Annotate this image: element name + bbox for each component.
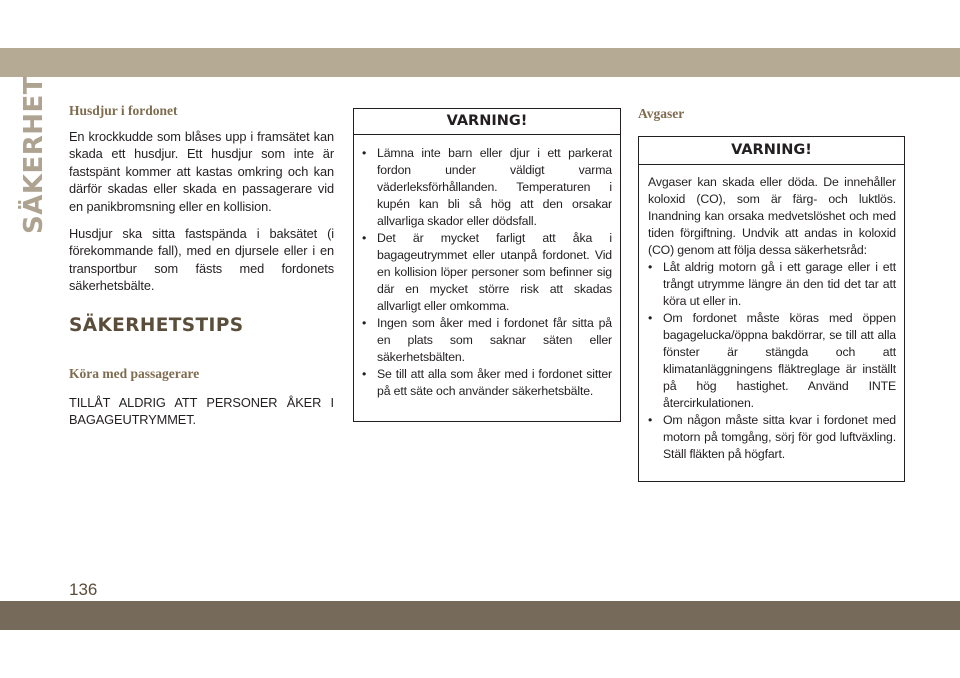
warning-intro: Avgaser kan skada eller döda. De innehåller koloxid (CO), som är färg- och luktlös. Inandning kan orsaka medvetslöshet och med tiden förgiftning. Undvik att andas in koloxid (CO) genom att följa dessa säkerhetsråd: xyxy=(648,175,896,257)
exhaust-heading: Avgaser xyxy=(638,106,685,121)
warning-box-exhaust xyxy=(638,136,905,482)
section-tab xyxy=(14,75,54,235)
page-number: 136 xyxy=(69,580,98,599)
warning-item: • Om fordonet måste köras med öppen bagagelucka/öppna bakdörrar, se till att alla fönster är stängda och att klimatanläggningens fläktreglage är inställt på hög hastighet. Använd INTE återcirkulationen. xyxy=(648,310,896,412)
warning-title: VARNING! xyxy=(354,109,620,135)
footer-band xyxy=(0,601,960,630)
safety-tips-heading: SÄKERHETSTIPS xyxy=(69,314,244,336)
passengers-heading: Köra med passagerare xyxy=(69,365,200,381)
pets-paragraph-1: En krockkudde som blåses upp i framsätet kan skada ett husdjur. Ett husdjur som inte är fastspänt kommer att kastas omkring och kan därför skadas eller skada en passagerare vid en panikbromsning eller en kollision. xyxy=(69,129,334,214)
pets-heading: Husdjur i fordonet xyxy=(69,103,178,118)
warning-item: • Om någon måste sitta kvar i fordonet med motorn på tomgång, sörj för god luftväxling. Ställ fläkten på högfart. xyxy=(648,412,896,463)
warning-item: • Låt aldrig motorn gå i ett garage eller i ett trångt utrymme längre än den tid det tar att köra ut eller in. xyxy=(648,259,896,310)
warning-box-passengers xyxy=(353,108,621,422)
warning-title: VARNING! xyxy=(639,137,904,165)
passengers-paragraph: TILLÅT ALDRIG ATT PERSONER ÅKER I BAGAGEUTRYMMET. xyxy=(69,394,334,428)
warning-item: • Det är mycket farligt att åka i bagageutrymmet eller utanpå fordonet. Vid en kollision löper personer som befinner sig där en mycket större risk att skadas allvarligt eller omkomma. xyxy=(362,230,612,315)
warning-item: • Ingen som åker med i fordonet får sitta på en plats som saknar säten eller säkerhetsbälten. xyxy=(362,315,612,366)
left-column xyxy=(69,103,334,438)
header-band xyxy=(0,48,960,77)
warning-list xyxy=(362,145,612,400)
warning-item: • Se till att alla som åker med i fordonet sitter på ett säte och använder säkerhetsbälte. xyxy=(362,366,612,400)
section-tab-label: SÄKERHET xyxy=(19,75,50,235)
warning-list xyxy=(648,259,896,463)
warning-item: • Lämna inte barn eller djur i ett parkerat fordon under väldigt varma väderleksförhållanden. Temperaturen i kupén kan bli så hög att den orsakar allvarliga skador eller dödsfall. xyxy=(362,145,612,230)
pets-paragraph-2: Husdjur ska sitta fastspända i baksätet (i förekommande fall), med en djursele eller i en transportbur som fästs med fordonets säkerhetsbälte. xyxy=(69,226,334,294)
